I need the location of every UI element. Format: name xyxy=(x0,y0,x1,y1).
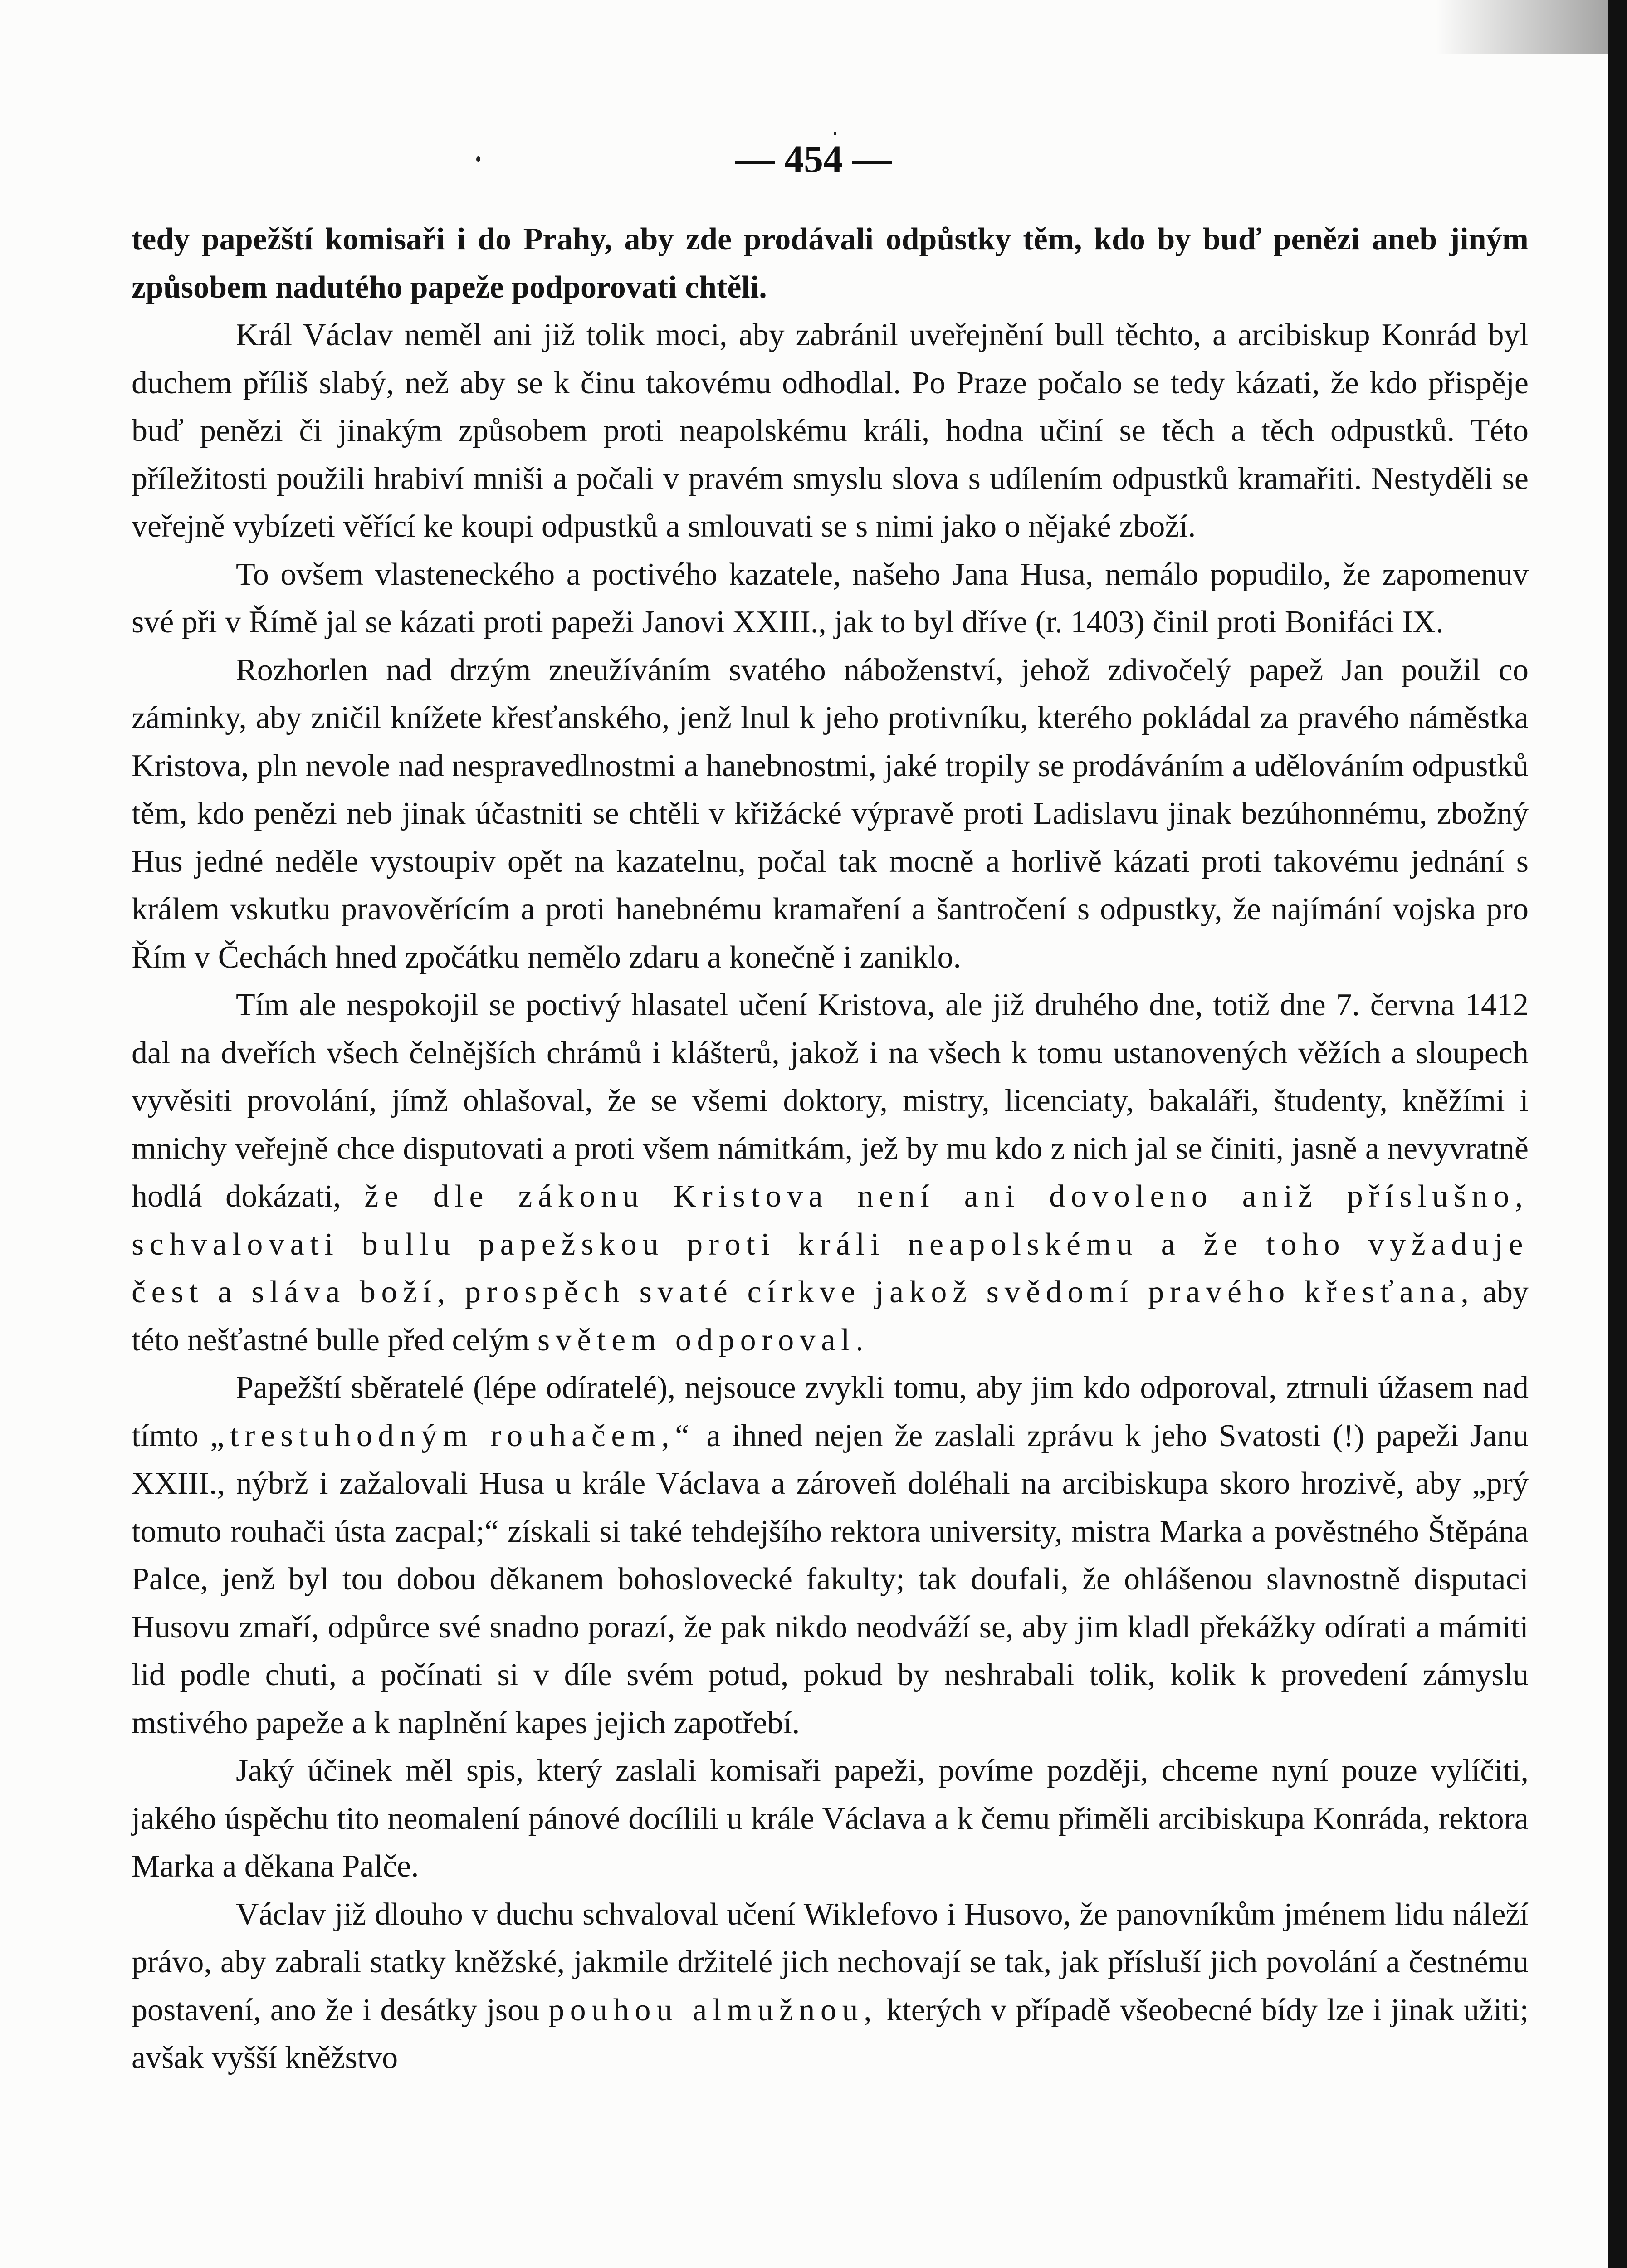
paragraph-5 xyxy=(132,981,1529,1364)
paragraph-5-text: Tím ale nespokojil se poctivý hlasatel učení Kristova, ale již druhého dne, totiž dne 7. června 1412 dal na dveřích všech čelnějších chrámů i klášterů, jakož i na všech k tomu ustanovených věžích a sloupech vyvěsiti provolání, jímž ohlašoval, že se všemi doktory, mistry, licenciaty, bakaláři, študenty, kněžími i mnichy veřejně chce disputovati a proti všem námitkám, jež by mu kdo z nich jal se činiti, jasně a nevyvratně hodlá dokázati, xyxy=(132,987,1529,1214)
paragraph-5-text-cont: aby této nešťastné bulle před celým xyxy=(132,1275,1529,1358)
page-number: — 454 — xyxy=(735,137,892,181)
paragraph-2: Král Václav neměl ani již tolik moci, aby zabránil uveřejnění bull těchto, a arcibiskup Konrád byl duchem příliš slabý, než aby se k činu takovému odhodlal. Po Praze počalo se tedy kázati, že kdo přispěje buď penězi či jinakým způsobem proti neapolskému králi, hodna učiní se těch a těch odpustků. Této příležitosti použili hrabiví mniši a počali v pravém smyslu slova s udílením odpustků kramařiti. Nestyděli se veřejně vybízeti věřící ke koupi odpustků a smlouvati se s nimi jako o nějaké zboží. xyxy=(132,318,1529,544)
paragraph-3: To ovšem vlasteneckého a poctivého kazatele, našeho Jana Husa, nemálo popudilo, že zapomenuv své při v Římě jal se kázati proti papeži Janovi XXIII., jak to byl dříve (r. 1403) činil proti Bonifáci IX. xyxy=(132,557,1529,640)
paragraph-6-spaced: „trestuhodným rouhačem,“ xyxy=(210,1418,695,1453)
body-text xyxy=(132,215,1529,2082)
paragraph-6-text-cont: a ihned nejen že zaslali zprávu k jeho Svatosti (!) papeži Janu XXIII., nýbrž i zažalovali Husa u krále Václava a zároveň doléhali na arcibiskupa skoro hrozivě, aby „prý tomuto rouhači ústa zacpal;“ získali si také tehdejšího rektora university, mistra Marka a pověstného Štěpána Palce, jenž byl tou dobou děkanem bohoslovecké fakulty; tak doufali, že ohlášenou slavnostně disputaci Husovu zmaří, odpůrce své snadno porazí, že pak nikdo neodváží se, aby jim kladl překážky odírati a mámiti lid podle chuti, a počínati si v díle svém potud, pokud by neshrabali tolik, kolik k provedení zámyslu mstivého papeže a k naplnění kapes jejich zapotřebí. xyxy=(132,1418,1529,1740)
scan-edge xyxy=(1608,0,1627,2268)
paragraph-5-spaced-quote: že dle zákonu Kristova není ani dovoleno aniž příslušno, schvalovati bullu papežskou proti králi neapolskému a že toho vyžaduje čest a sláva boží, prospěch svaté církve jakož svědomí pravého křesťana, xyxy=(132,1179,1529,1310)
paragraph-8-text: Václav již dlouho v duchu schvaloval učení Wiklefovo i Husovo, že panovníkům jménem lidu náleží právo, aby zabrali statky kněžské, jakmile držitelé jich nechovají se tak, jak přísluší jich povolání a čestnému postavení, ano že i desátky jsou xyxy=(132,1897,1529,2028)
paragraph-8-spaced: pouhou almužnou, xyxy=(548,1992,878,2028)
paragraph-1: tedy papežští komisaři i do Prahy, aby zde prodávali odpůstky těm, kdo by buď penězi aneb jiným způsobem nadutého papeže podporovati chtěli. xyxy=(132,222,1529,305)
paragraph-6-text: Papežští sběratelé (lépe odíratelé), nejsouce zvykli tomu, aby jim kdo odporoval, ztrnuli úžasem nad tímto xyxy=(132,1370,1529,1453)
scan-speck xyxy=(834,132,836,135)
paragraph-7: Jaký účinek měl spis, který zaslali komisaři papeži, povíme později, chceme nyní pouze vylíčiti, jakého úspěchu tito neomalení pánové docílili u krále Václava a k čemu přiměli arcibiskupa Konráda, rektora Marka a děkana Palče. xyxy=(132,1753,1529,1884)
paragraph-6 xyxy=(132,1364,1529,1747)
paragraph-8-text-cont: kterých v případě všeobecné bídy lze i jinak užiti; avšak vyšší kněžstvo xyxy=(132,1992,1529,2075)
paragraph-4: Rozhorlen nad drzým zneužíváním svatého náboženství, jehož zdivočelý papež Jan použil co záminky, aby zničil knížete křesťanského, jenž lnul k jeho protivníku, kterého pokládal za pravého náměstka Kristova, pln nevole nad nespravedlnostmi a hanebnostmi, jaké tropily se prodáváním a udělováním odpustků těm, kdo penězi neb jinak účastniti se chtěli v křižácké výpravě proti Ladislavu jinak bezúhonnému, zbožný Hus jedné neděle vystoupiv opět na kazatelnu, počal tak mocně a horlivě kázati proti takovému jednání s králem vskutku pravověrícím a proti hanebnému kramaření a šantročení s odpustky, že najímání vojska pro Řím v Čechách hned zpočátku nemělo zdaru a konečně i zaniklo. xyxy=(132,652,1529,975)
paragraph-8 xyxy=(132,1891,1529,2082)
scan-corner-shadow xyxy=(1436,0,1608,54)
paragraph-5-spaced-end: světem odporoval. xyxy=(537,1322,870,1358)
scan-speck xyxy=(476,156,480,162)
